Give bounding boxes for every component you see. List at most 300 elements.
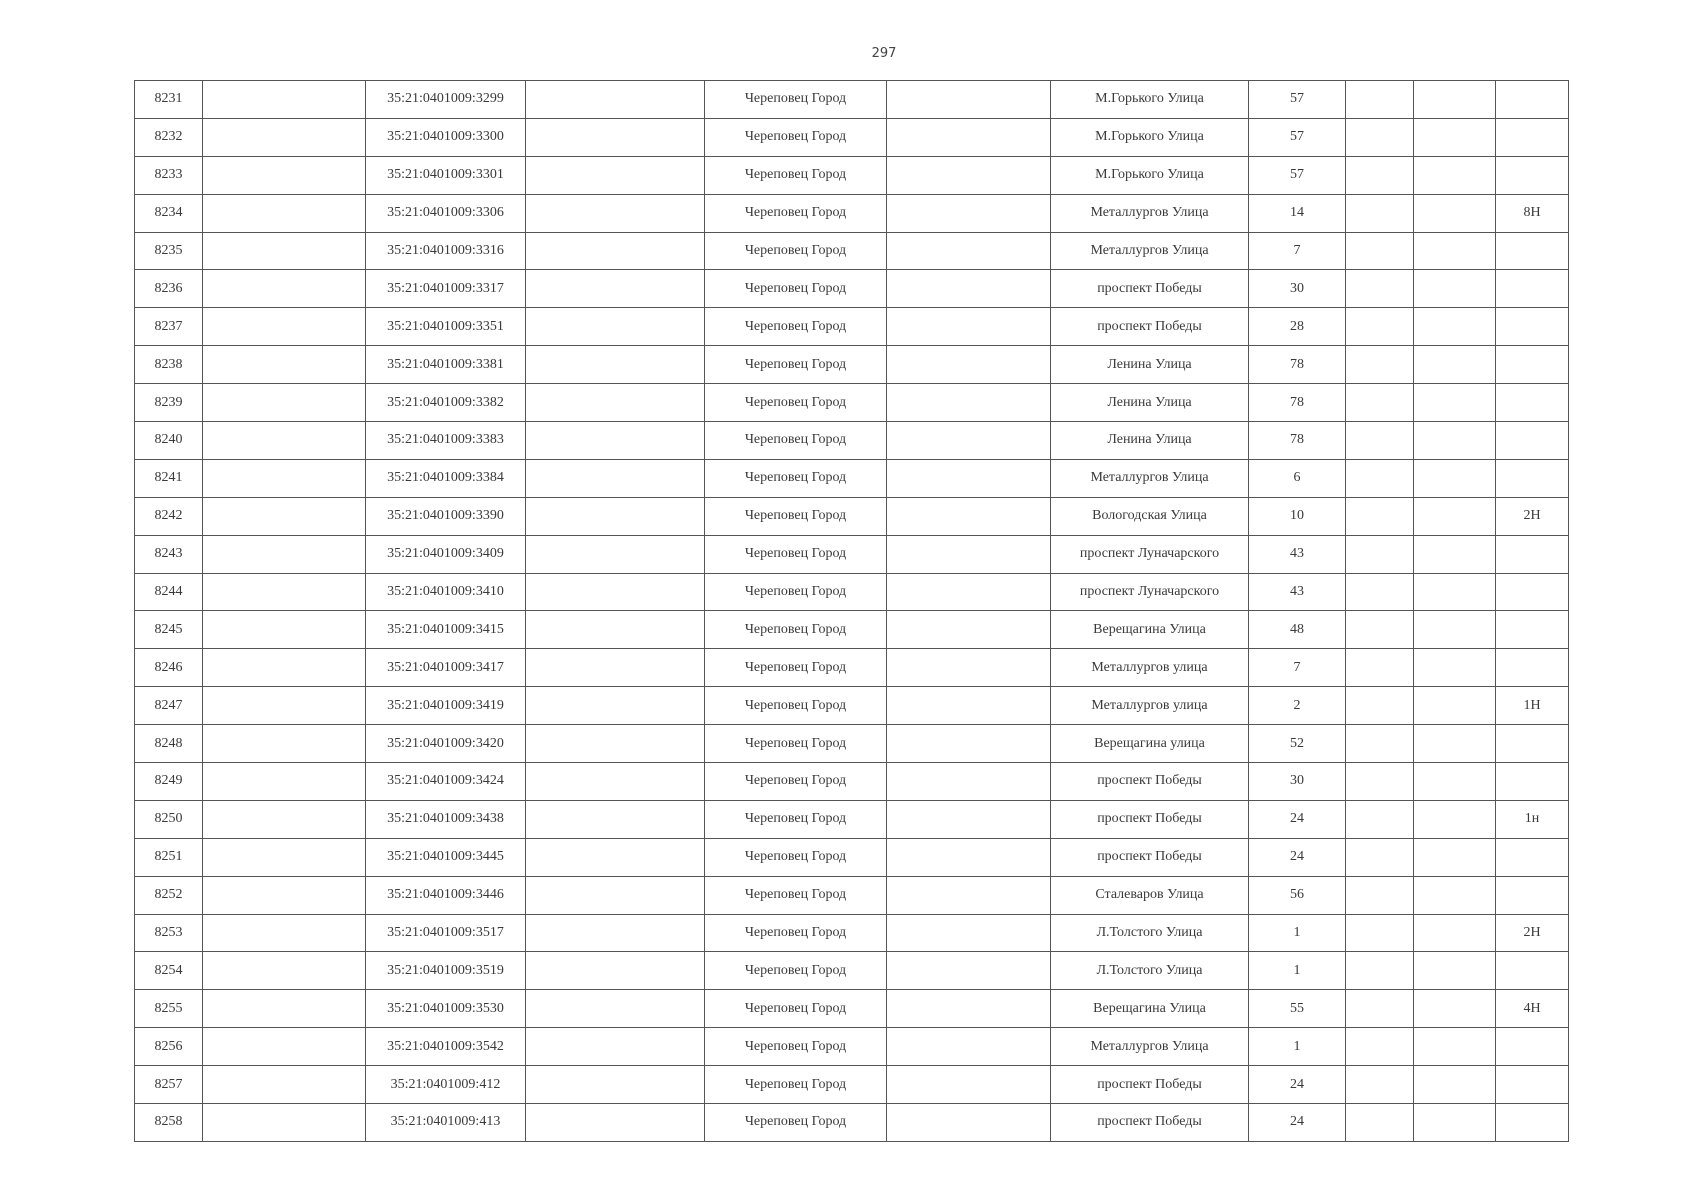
blank-cell-6 — [887, 270, 1051, 308]
row-number-cell: 8246 — [135, 649, 203, 687]
cadastral-number-cell: 35:21:0401009:3306 — [366, 194, 526, 232]
table-row — [135, 990, 1569, 1028]
street-cell: Л.Толстого Улица — [1051, 952, 1249, 990]
street-cell: проспект Луначарского — [1051, 573, 1249, 611]
apartment-cell — [1496, 611, 1569, 649]
blank-cell-6 — [887, 990, 1051, 1028]
apartment-cell: 1н — [1496, 800, 1569, 838]
apartment-cell — [1496, 81, 1569, 119]
table-row — [135, 81, 1569, 119]
house-number-cell: 10 — [1249, 497, 1346, 535]
blank-cell-4 — [526, 687, 705, 725]
apartment-cell — [1496, 422, 1569, 460]
blank-cell-6 — [887, 346, 1051, 384]
house-number-cell: 57 — [1249, 118, 1346, 156]
cadastral-number-cell: 35:21:0401009:3530 — [366, 990, 526, 1028]
cadastral-number-cell: 35:21:0401009:3384 — [366, 459, 526, 497]
apartment-cell — [1496, 118, 1569, 156]
blank-cell-6 — [887, 156, 1051, 194]
blank-cell-2 — [203, 725, 366, 763]
blank-cell-6 — [887, 118, 1051, 156]
cadastral-number-cell: 35:21:0401009:3542 — [366, 1028, 526, 1066]
blank-cell-10 — [1414, 270, 1496, 308]
apartment-cell — [1496, 763, 1569, 801]
table-row — [135, 535, 1569, 573]
house-number-cell: 48 — [1249, 611, 1346, 649]
city-cell: Череповец Город — [705, 1104, 887, 1142]
blank-cell-4 — [526, 422, 705, 460]
row-number-cell: 8239 — [135, 384, 203, 422]
city-cell: Череповец Город — [705, 459, 887, 497]
blank-cell-6 — [887, 422, 1051, 460]
street-cell: Ленина Улица — [1051, 346, 1249, 384]
house-number-cell: 14 — [1249, 194, 1346, 232]
blank-cell-9 — [1346, 1066, 1414, 1104]
blank-cell-6 — [887, 1066, 1051, 1104]
blank-cell-6 — [887, 81, 1051, 119]
row-number-cell: 8257 — [135, 1066, 203, 1104]
house-number-cell: 1 — [1249, 1028, 1346, 1066]
city-cell: Череповец Город — [705, 81, 887, 119]
table-row — [135, 308, 1569, 346]
row-number-cell: 8231 — [135, 81, 203, 119]
city-cell: Череповец Город — [705, 1066, 887, 1104]
street-cell: проспект Победы — [1051, 1104, 1249, 1142]
street-cell: Металлургов Улица — [1051, 194, 1249, 232]
blank-cell-4 — [526, 914, 705, 952]
blank-cell-10 — [1414, 725, 1496, 763]
blank-cell-10 — [1414, 611, 1496, 649]
city-cell: Череповец Город — [705, 535, 887, 573]
blank-cell-4 — [526, 384, 705, 422]
blank-cell-9 — [1346, 611, 1414, 649]
row-number-cell: 8244 — [135, 573, 203, 611]
blank-cell-4 — [526, 1104, 705, 1142]
blank-cell-10 — [1414, 952, 1496, 990]
apartment-cell — [1496, 1066, 1569, 1104]
blank-cell-2 — [203, 156, 366, 194]
blank-cell-6 — [887, 573, 1051, 611]
blank-cell-9 — [1346, 535, 1414, 573]
blank-cell-6 — [887, 952, 1051, 990]
apartment-cell — [1496, 573, 1569, 611]
apartment-cell — [1496, 535, 1569, 573]
row-number-cell: 8252 — [135, 876, 203, 914]
street-cell: Металлургов Улица — [1051, 232, 1249, 270]
apartment-cell — [1496, 232, 1569, 270]
blank-cell-2 — [203, 1066, 366, 1104]
blank-cell-4 — [526, 952, 705, 990]
table-row — [135, 232, 1569, 270]
blank-cell-9 — [1346, 876, 1414, 914]
cadastral-number-cell: 35:21:0401009:3415 — [366, 611, 526, 649]
blank-cell-10 — [1414, 497, 1496, 535]
blank-cell-10 — [1414, 232, 1496, 270]
house-number-cell: 2 — [1249, 687, 1346, 725]
blank-cell-6 — [887, 838, 1051, 876]
city-cell: Череповец Город — [705, 156, 887, 194]
blank-cell-6 — [887, 1028, 1051, 1066]
blank-cell-2 — [203, 611, 366, 649]
city-cell: Череповец Город — [705, 990, 887, 1028]
city-cell: Череповец Город — [705, 573, 887, 611]
blank-cell-4 — [526, 611, 705, 649]
blank-cell-4 — [526, 308, 705, 346]
apartment-cell — [1496, 725, 1569, 763]
table-row — [135, 384, 1569, 422]
blank-cell-6 — [887, 800, 1051, 838]
table-row — [135, 649, 1569, 687]
blank-cell-6 — [887, 535, 1051, 573]
blank-cell-6 — [887, 763, 1051, 801]
blank-cell-4 — [526, 156, 705, 194]
blank-cell-9 — [1346, 838, 1414, 876]
blank-cell-2 — [203, 346, 366, 384]
blank-cell-9 — [1346, 497, 1414, 535]
row-number-cell: 8236 — [135, 270, 203, 308]
apartment-cell — [1496, 270, 1569, 308]
house-number-cell: 24 — [1249, 800, 1346, 838]
table-row — [135, 573, 1569, 611]
apartment-cell: 4Н — [1496, 990, 1569, 1028]
blank-cell-6 — [887, 232, 1051, 270]
blank-cell-9 — [1346, 763, 1414, 801]
house-number-cell: 78 — [1249, 422, 1346, 460]
apartment-cell — [1496, 346, 1569, 384]
cadastral-number-cell: 35:21:0401009:3382 — [366, 384, 526, 422]
blank-cell-4 — [526, 876, 705, 914]
apartment-cell: 1Н — [1496, 687, 1569, 725]
street-cell: Металлургов улица — [1051, 649, 1249, 687]
house-number-cell: 30 — [1249, 270, 1346, 308]
city-cell: Череповец Город — [705, 725, 887, 763]
apartment-cell — [1496, 384, 1569, 422]
blank-cell-9 — [1346, 232, 1414, 270]
street-cell: проспект Победы — [1051, 1066, 1249, 1104]
city-cell: Череповец Город — [705, 952, 887, 990]
blank-cell-9 — [1346, 914, 1414, 952]
blank-cell-2 — [203, 687, 366, 725]
cadastral-number-cell: 35:21:0401009:3300 — [366, 118, 526, 156]
house-number-cell: 1 — [1249, 952, 1346, 990]
city-cell: Череповец Город — [705, 800, 887, 838]
street-cell: Ленина Улица — [1051, 422, 1249, 460]
blank-cell-6 — [887, 497, 1051, 535]
row-number-cell: 8248 — [135, 725, 203, 763]
cadastral-number-cell: 35:21:0401009:3419 — [366, 687, 526, 725]
cadastral-number-cell: 35:21:0401009:3446 — [366, 876, 526, 914]
blank-cell-4 — [526, 725, 705, 763]
row-number-cell: 8238 — [135, 346, 203, 384]
street-cell: Верещагина улица — [1051, 725, 1249, 763]
city-cell: Череповец Город — [705, 497, 887, 535]
row-number-cell: 8235 — [135, 232, 203, 270]
blank-cell-10 — [1414, 118, 1496, 156]
city-cell: Череповец Город — [705, 763, 887, 801]
blank-cell-2 — [203, 573, 366, 611]
blank-cell-9 — [1346, 156, 1414, 194]
blank-cell-2 — [203, 876, 366, 914]
house-number-cell: 78 — [1249, 346, 1346, 384]
cadastral-number-cell: 35:21:0401009:413 — [366, 1104, 526, 1142]
cadastral-number-cell: 35:21:0401009:3381 — [366, 346, 526, 384]
house-number-cell: 57 — [1249, 156, 1346, 194]
street-cell: М.Горького Улица — [1051, 118, 1249, 156]
row-number-cell: 8247 — [135, 687, 203, 725]
cadastral-number-cell: 35:21:0401009:3351 — [366, 308, 526, 346]
street-cell: Вологодская Улица — [1051, 497, 1249, 535]
table-row — [135, 800, 1569, 838]
blank-cell-2 — [203, 763, 366, 801]
street-cell: Ленина Улица — [1051, 384, 1249, 422]
blank-cell-6 — [887, 459, 1051, 497]
blank-cell-4 — [526, 81, 705, 119]
house-number-cell: 24 — [1249, 1066, 1346, 1104]
table-row — [135, 952, 1569, 990]
blank-cell-9 — [1346, 800, 1414, 838]
blank-cell-10 — [1414, 346, 1496, 384]
cadastral-number-cell: 35:21:0401009:3410 — [366, 573, 526, 611]
row-number-cell: 8240 — [135, 422, 203, 460]
street-cell: проспект Победы — [1051, 800, 1249, 838]
row-number-cell: 8250 — [135, 800, 203, 838]
blank-cell-2 — [203, 800, 366, 838]
city-cell: Череповец Город — [705, 232, 887, 270]
row-number-cell: 8251 — [135, 838, 203, 876]
cadastral-number-cell: 35:21:0401009:3417 — [366, 649, 526, 687]
house-number-cell: 1 — [1249, 914, 1346, 952]
street-cell: Металлургов Улица — [1051, 459, 1249, 497]
blank-cell-2 — [203, 232, 366, 270]
apartment-cell — [1496, 459, 1569, 497]
blank-cell-10 — [1414, 535, 1496, 573]
blank-cell-2 — [203, 118, 366, 156]
blank-cell-2 — [203, 270, 366, 308]
blank-cell-2 — [203, 535, 366, 573]
blank-cell-6 — [887, 194, 1051, 232]
blank-cell-4 — [526, 194, 705, 232]
city-cell: Череповец Город — [705, 118, 887, 156]
street-cell: проспект Победы — [1051, 308, 1249, 346]
blank-cell-4 — [526, 118, 705, 156]
blank-cell-9 — [1346, 649, 1414, 687]
apartment-cell — [1496, 952, 1569, 990]
city-cell: Череповец Город — [705, 611, 887, 649]
blank-cell-4 — [526, 232, 705, 270]
registry-table — [134, 80, 1569, 1142]
city-cell: Череповец Город — [705, 838, 887, 876]
blank-cell-9 — [1346, 725, 1414, 763]
row-number-cell: 8255 — [135, 990, 203, 1028]
city-cell: Череповец Город — [705, 687, 887, 725]
blank-cell-2 — [203, 990, 366, 1028]
house-number-cell: 43 — [1249, 573, 1346, 611]
house-number-cell: 24 — [1249, 1104, 1346, 1142]
cadastral-number-cell: 35:21:0401009:3438 — [366, 800, 526, 838]
table-row — [135, 270, 1569, 308]
cadastral-number-cell: 35:21:0401009:412 — [366, 1066, 526, 1104]
city-cell: Череповец Город — [705, 649, 887, 687]
city-cell: Череповец Город — [705, 270, 887, 308]
blank-cell-10 — [1414, 914, 1496, 952]
street-cell: Верещагина Улица — [1051, 990, 1249, 1028]
house-number-cell: 52 — [1249, 725, 1346, 763]
city-cell: Череповец Город — [705, 384, 887, 422]
blank-cell-2 — [203, 649, 366, 687]
table-row — [135, 422, 1569, 460]
blank-cell-9 — [1346, 118, 1414, 156]
blank-cell-4 — [526, 270, 705, 308]
blank-cell-2 — [203, 1104, 366, 1142]
blank-cell-10 — [1414, 156, 1496, 194]
apartment-cell — [1496, 1104, 1569, 1142]
blank-cell-4 — [526, 649, 705, 687]
table-row — [135, 459, 1569, 497]
cadastral-number-cell: 35:21:0401009:3317 — [366, 270, 526, 308]
blank-cell-4 — [526, 346, 705, 384]
blank-cell-2 — [203, 81, 366, 119]
cadastral-number-cell: 35:21:0401009:3420 — [366, 725, 526, 763]
apartment-cell — [1496, 649, 1569, 687]
row-number-cell: 8258 — [135, 1104, 203, 1142]
street-cell: проспект Победы — [1051, 270, 1249, 308]
row-number-cell: 8249 — [135, 763, 203, 801]
city-cell: Череповец Город — [705, 194, 887, 232]
house-number-cell: 6 — [1249, 459, 1346, 497]
apartment-cell: 2Н — [1496, 914, 1569, 952]
row-number-cell: 8254 — [135, 952, 203, 990]
row-number-cell: 8242 — [135, 497, 203, 535]
blank-cell-10 — [1414, 194, 1496, 232]
blank-cell-4 — [526, 497, 705, 535]
blank-cell-2 — [203, 914, 366, 952]
blank-cell-10 — [1414, 763, 1496, 801]
table-row — [135, 1066, 1569, 1104]
house-number-cell: 7 — [1249, 232, 1346, 270]
row-number-cell: 8233 — [135, 156, 203, 194]
blank-cell-4 — [526, 535, 705, 573]
blank-cell-6 — [887, 649, 1051, 687]
blank-cell-9 — [1346, 1104, 1414, 1142]
apartment-cell — [1496, 876, 1569, 914]
house-number-cell: 55 — [1249, 990, 1346, 1028]
cadastral-number-cell: 35:21:0401009:3390 — [366, 497, 526, 535]
street-cell: проспект Победы — [1051, 838, 1249, 876]
street-cell: Л.Толстого Улица — [1051, 914, 1249, 952]
blank-cell-10 — [1414, 1104, 1496, 1142]
blank-cell-2 — [203, 497, 366, 535]
page-number: 297 — [871, 46, 897, 61]
blank-cell-2 — [203, 838, 366, 876]
city-cell: Череповец Город — [705, 914, 887, 952]
blank-cell-6 — [887, 308, 1051, 346]
city-cell: Череповец Город — [705, 1028, 887, 1066]
blank-cell-6 — [887, 1104, 1051, 1142]
table-row — [135, 725, 1569, 763]
row-number-cell: 8241 — [135, 459, 203, 497]
blank-cell-10 — [1414, 876, 1496, 914]
blank-cell-9 — [1346, 990, 1414, 1028]
blank-cell-6 — [887, 687, 1051, 725]
city-cell: Череповец Город — [705, 308, 887, 346]
blank-cell-6 — [887, 876, 1051, 914]
house-number-cell: 28 — [1249, 308, 1346, 346]
blank-cell-10 — [1414, 308, 1496, 346]
blank-cell-4 — [526, 1028, 705, 1066]
blank-cell-4 — [526, 1066, 705, 1104]
blank-cell-2 — [203, 422, 366, 460]
city-cell: Череповец Город — [705, 876, 887, 914]
blank-cell-4 — [526, 838, 705, 876]
blank-cell-4 — [526, 573, 705, 611]
blank-cell-9 — [1346, 308, 1414, 346]
cadastral-number-cell: 35:21:0401009:3409 — [366, 535, 526, 573]
row-number-cell: 8253 — [135, 914, 203, 952]
table-row — [135, 763, 1569, 801]
blank-cell-9 — [1346, 573, 1414, 611]
blank-cell-10 — [1414, 649, 1496, 687]
row-number-cell: 8237 — [135, 308, 203, 346]
row-number-cell: 8256 — [135, 1028, 203, 1066]
blank-cell-9 — [1346, 194, 1414, 232]
blank-cell-10 — [1414, 687, 1496, 725]
street-cell: проспект Луначарского — [1051, 535, 1249, 573]
cadastral-number-cell: 35:21:0401009:3316 — [366, 232, 526, 270]
blank-cell-9 — [1346, 270, 1414, 308]
blank-cell-10 — [1414, 800, 1496, 838]
row-number-cell: 8232 — [135, 118, 203, 156]
street-cell: проспект Победы — [1051, 763, 1249, 801]
row-number-cell: 8245 — [135, 611, 203, 649]
blank-cell-9 — [1346, 422, 1414, 460]
blank-cell-4 — [526, 763, 705, 801]
blank-cell-4 — [526, 990, 705, 1028]
apartment-cell — [1496, 838, 1569, 876]
street-cell: Металлургов Улица — [1051, 1028, 1249, 1066]
cadastral-number-cell: 35:21:0401009:3517 — [366, 914, 526, 952]
street-cell: Верещагина Улица — [1051, 611, 1249, 649]
blank-cell-2 — [203, 384, 366, 422]
apartment-cell: 8Н — [1496, 194, 1569, 232]
city-cell: Череповец Город — [705, 346, 887, 384]
cadastral-number-cell: 35:21:0401009:3383 — [366, 422, 526, 460]
house-number-cell: 78 — [1249, 384, 1346, 422]
street-cell: Сталеваров Улица — [1051, 876, 1249, 914]
blank-cell-9 — [1346, 459, 1414, 497]
row-number-cell: 8234 — [135, 194, 203, 232]
blank-cell-10 — [1414, 459, 1496, 497]
cadastral-number-cell: 35:21:0401009:3519 — [366, 952, 526, 990]
blank-cell-2 — [203, 308, 366, 346]
house-number-cell: 43 — [1249, 535, 1346, 573]
blank-cell-2 — [203, 459, 366, 497]
house-number-cell: 7 — [1249, 649, 1346, 687]
table-row — [135, 687, 1569, 725]
blank-cell-2 — [203, 194, 366, 232]
blank-cell-9 — [1346, 952, 1414, 990]
city-cell: Череповец Город — [705, 422, 887, 460]
street-cell: М.Горького Улица — [1051, 81, 1249, 119]
blank-cell-10 — [1414, 1066, 1496, 1104]
apartment-cell — [1496, 156, 1569, 194]
house-number-cell: 56 — [1249, 876, 1346, 914]
blank-cell-10 — [1414, 81, 1496, 119]
blank-cell-2 — [203, 952, 366, 990]
blank-cell-10 — [1414, 422, 1496, 460]
house-number-cell: 30 — [1249, 763, 1346, 801]
apartment-cell: 2Н — [1496, 497, 1569, 535]
blank-cell-9 — [1346, 687, 1414, 725]
